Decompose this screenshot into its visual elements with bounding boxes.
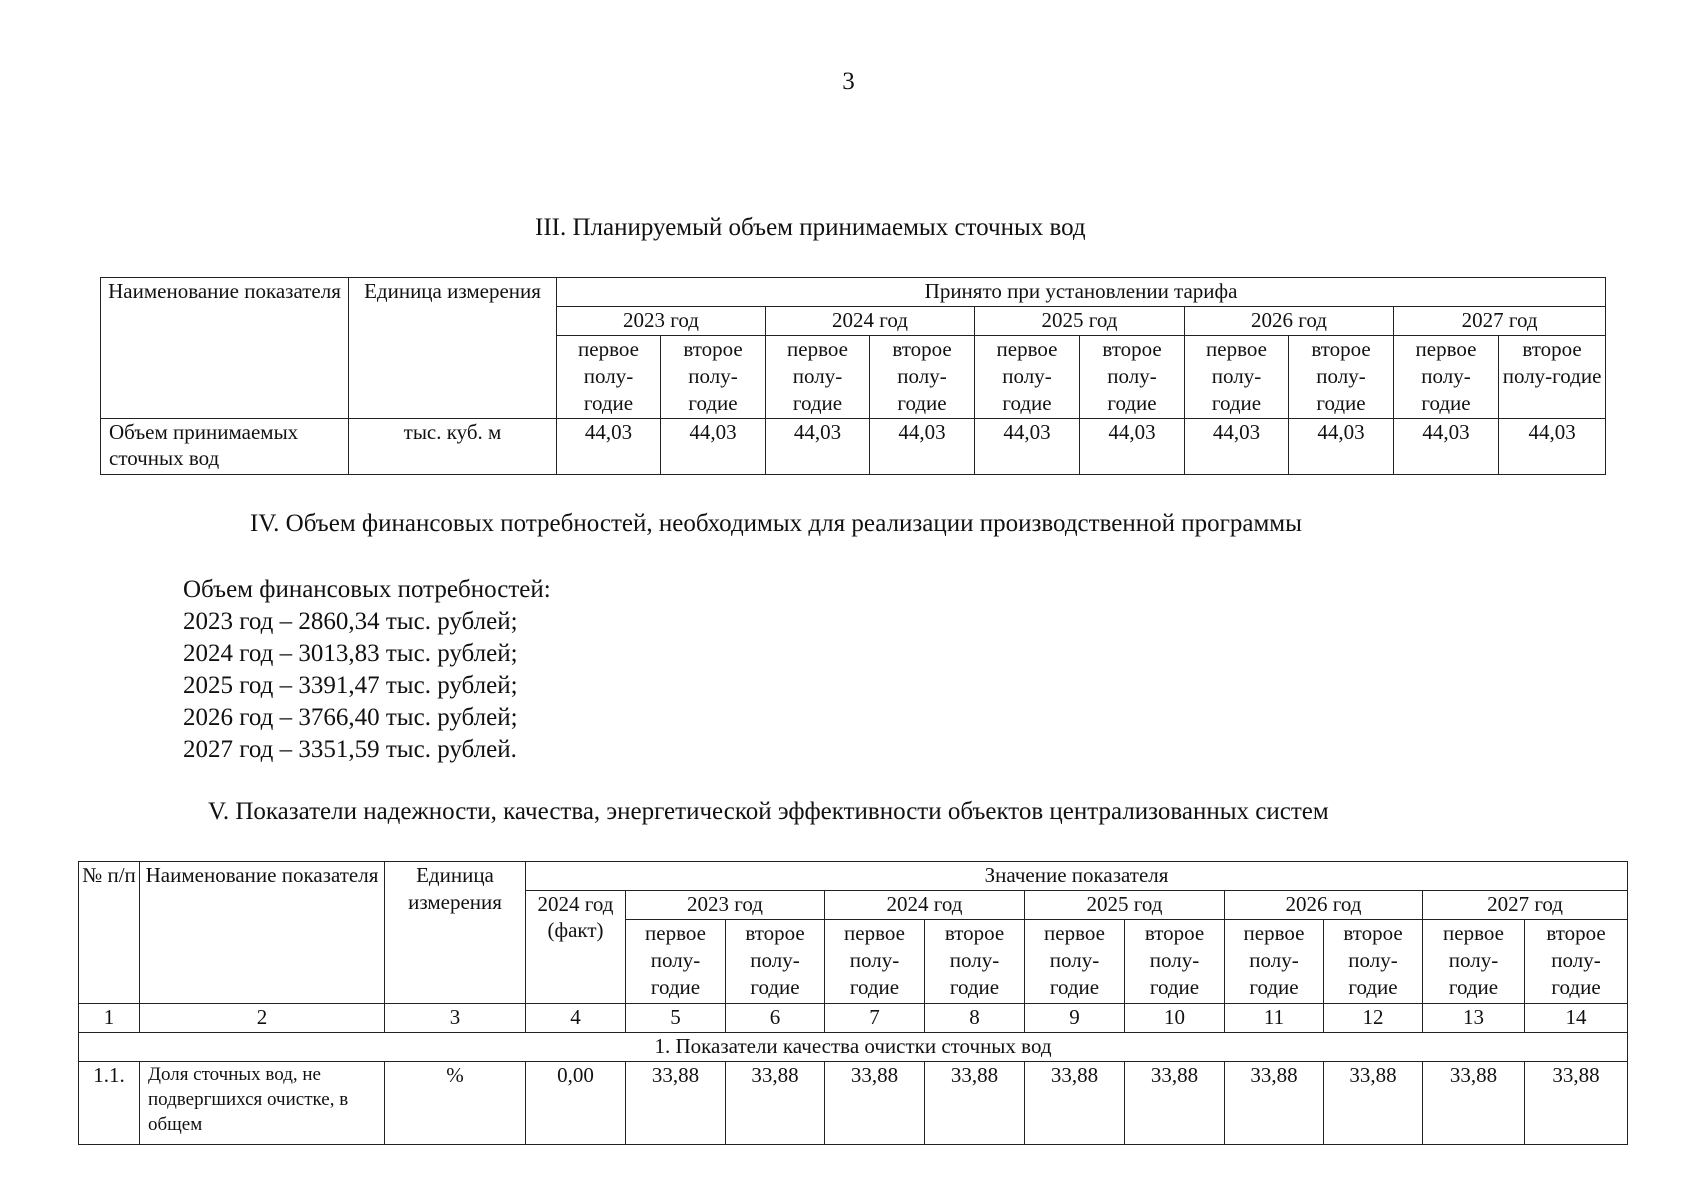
s3-year-header: 2024 год	[766, 307, 975, 336]
section5-table	[78, 861, 1628, 1145]
s3-value-cell: 44,03	[1289, 419, 1394, 475]
s3-value-cell: 44,03	[870, 419, 975, 475]
s5-value-cell: 33,88	[1225, 1062, 1324, 1145]
financial-needs-paragraph	[183, 574, 551, 766]
s5-half-header: второе полу-годие	[726, 920, 825, 1004]
s3-year-header: 2027 год	[1394, 307, 1606, 336]
s3-row-name: Объем принимаемых сточных вод	[101, 419, 349, 475]
s5-value-cell: 33,88	[1324, 1062, 1423, 1145]
s5-header-unit: Единица измерения	[385, 862, 526, 1004]
s3-year-header: 2023 год	[557, 307, 766, 336]
s5-value-cell: 33,88	[626, 1062, 726, 1145]
s5-half-header: второе полу-годие	[925, 920, 1025, 1004]
s5-half-header: второе полу-годие	[1324, 920, 1423, 1004]
financial-line: 2025 год – 3391,47 тыс. рублей;	[183, 672, 518, 699]
s3-half-header: второе полу-годие	[1289, 336, 1394, 419]
s5-half-header: второе полу-годие	[1525, 920, 1628, 1004]
s3-row-unit: тыс. куб. м	[349, 419, 557, 475]
s3-value-cell: 44,03	[1394, 419, 1499, 475]
s3-value-cell: 44,03	[661, 419, 766, 475]
s5-half-header: второе полу-годие	[1125, 920, 1225, 1004]
s5-row-unit: %	[385, 1062, 526, 1145]
s5-value-cell: 33,88	[726, 1062, 825, 1145]
financial-intro: Объем финансовых потребностей:	[183, 576, 551, 603]
s3-value-cell: 44,03	[975, 419, 1080, 475]
page-number: 3	[842, 68, 855, 95]
s5-row-fact: 0,00	[526, 1062, 626, 1145]
s3-header-unit: Единица измерения	[349, 278, 557, 419]
s5-col-number: 2	[140, 1004, 385, 1033]
section4-title: IV. Объем финансовых потребностей, необходимых для реализации производственной программы	[250, 510, 1302, 537]
s3-value-cell: 44,03	[1080, 419, 1185, 475]
s5-col-number: 13	[1423, 1004, 1525, 1033]
s5-year-header: 2027 год	[1423, 891, 1628, 920]
section3-title: III. Планируемый объем принимаемых сточных вод	[535, 214, 1086, 241]
s5-fact-year: 2024 год	[537, 892, 614, 916]
s5-fact-label: (факт)	[547, 918, 604, 942]
s3-year-header: 2026 год	[1185, 307, 1394, 336]
s5-value-cell: 33,88	[1025, 1062, 1125, 1145]
s5-col-number: 12	[1324, 1004, 1423, 1033]
s3-value-cell: 44,03	[1499, 419, 1606, 475]
s5-col-number: 7	[825, 1004, 925, 1033]
s3-half-header: второе полу-годие	[870, 336, 975, 419]
s5-half-header: первое полу-годие	[825, 920, 925, 1004]
s3-value-cell: 44,03	[766, 419, 870, 475]
s5-year-header: 2025 год	[1025, 891, 1225, 920]
s5-col-number: 3	[385, 1004, 526, 1033]
s5-value-cell: 33,88	[1423, 1062, 1525, 1145]
s3-half-header: второе полу-годие	[1080, 336, 1185, 419]
s5-year-header: 2023 год	[626, 891, 825, 920]
s5-col-number: 4	[526, 1004, 626, 1033]
s3-half-header: первое полу-годие	[975, 336, 1080, 419]
s3-half-header: первое полу-годие	[557, 336, 661, 419]
s3-half-header: первое полу-годие	[766, 336, 870, 419]
s3-half-header: первое полу-годие	[1394, 336, 1499, 419]
s3-half-header: первое полу-годие	[1185, 336, 1289, 419]
s5-row-name: Доля сточных вод, не подвергшихся очистке, в общем	[140, 1062, 385, 1145]
section5-title: V. Показатели надежности, качества, энергетической эффективности объектов централизованных систем	[208, 798, 1329, 825]
financial-line: 2023 год – 2860,34 тыс. рублей;	[183, 608, 518, 635]
s5-half-header: первое полу-годие	[1025, 920, 1125, 1004]
financial-line: 2027 год – 3351,59 тыс. рублей.	[183, 736, 517, 763]
s5-col-number: 11	[1225, 1004, 1324, 1033]
s5-col-number: 9	[1025, 1004, 1125, 1033]
s5-half-header: первое полу-годие	[1225, 920, 1324, 1004]
s5-col-number: 5	[626, 1004, 726, 1033]
s5-value-cell: 33,88	[925, 1062, 1025, 1145]
s5-header-name: Наименование показателя	[140, 862, 385, 1004]
s5-half-header: первое полу-годие	[626, 920, 726, 1004]
s5-row-num: 1.1.	[79, 1062, 140, 1145]
s5-group-title: 1. Показатели качества очистки сточных вод	[79, 1033, 1628, 1062]
s5-header-value: Значение показателя	[526, 862, 1628, 891]
s5-col-number: 8	[925, 1004, 1025, 1033]
s5-col-number: 14	[1525, 1004, 1628, 1033]
s5-col-number: 1	[79, 1004, 140, 1033]
s3-header-name: Наименование показателя	[101, 278, 349, 419]
s5-header-num: № п/п	[79, 862, 140, 1004]
section3-table	[100, 277, 1606, 475]
s5-col-number: 10	[1125, 1004, 1225, 1033]
s5-value-cell: 33,88	[1525, 1062, 1628, 1145]
s3-value-cell: 44,03	[557, 419, 661, 475]
s3-header-accepted: Принято при установлении тарифа	[557, 278, 1606, 307]
s5-col-number: 6	[726, 1004, 825, 1033]
s3-year-header: 2025 год	[975, 307, 1185, 336]
financial-line: 2024 год – 3013,83 тыс. рублей;	[183, 640, 518, 667]
s5-half-header: первое полу-годие	[1423, 920, 1525, 1004]
s5-header-fact	[526, 891, 626, 1004]
s5-year-header: 2026 год	[1225, 891, 1423, 920]
s5-value-cell: 33,88	[825, 1062, 925, 1145]
s5-value-cell: 33,88	[1125, 1062, 1225, 1145]
s3-half-header: второе полу-годие	[661, 336, 766, 419]
financial-line: 2026 год – 3766,40 тыс. рублей;	[183, 704, 518, 731]
s5-year-header: 2024 год	[825, 891, 1025, 920]
s3-half-header: второе полу-годие	[1499, 336, 1606, 419]
s3-value-cell: 44,03	[1185, 419, 1289, 475]
